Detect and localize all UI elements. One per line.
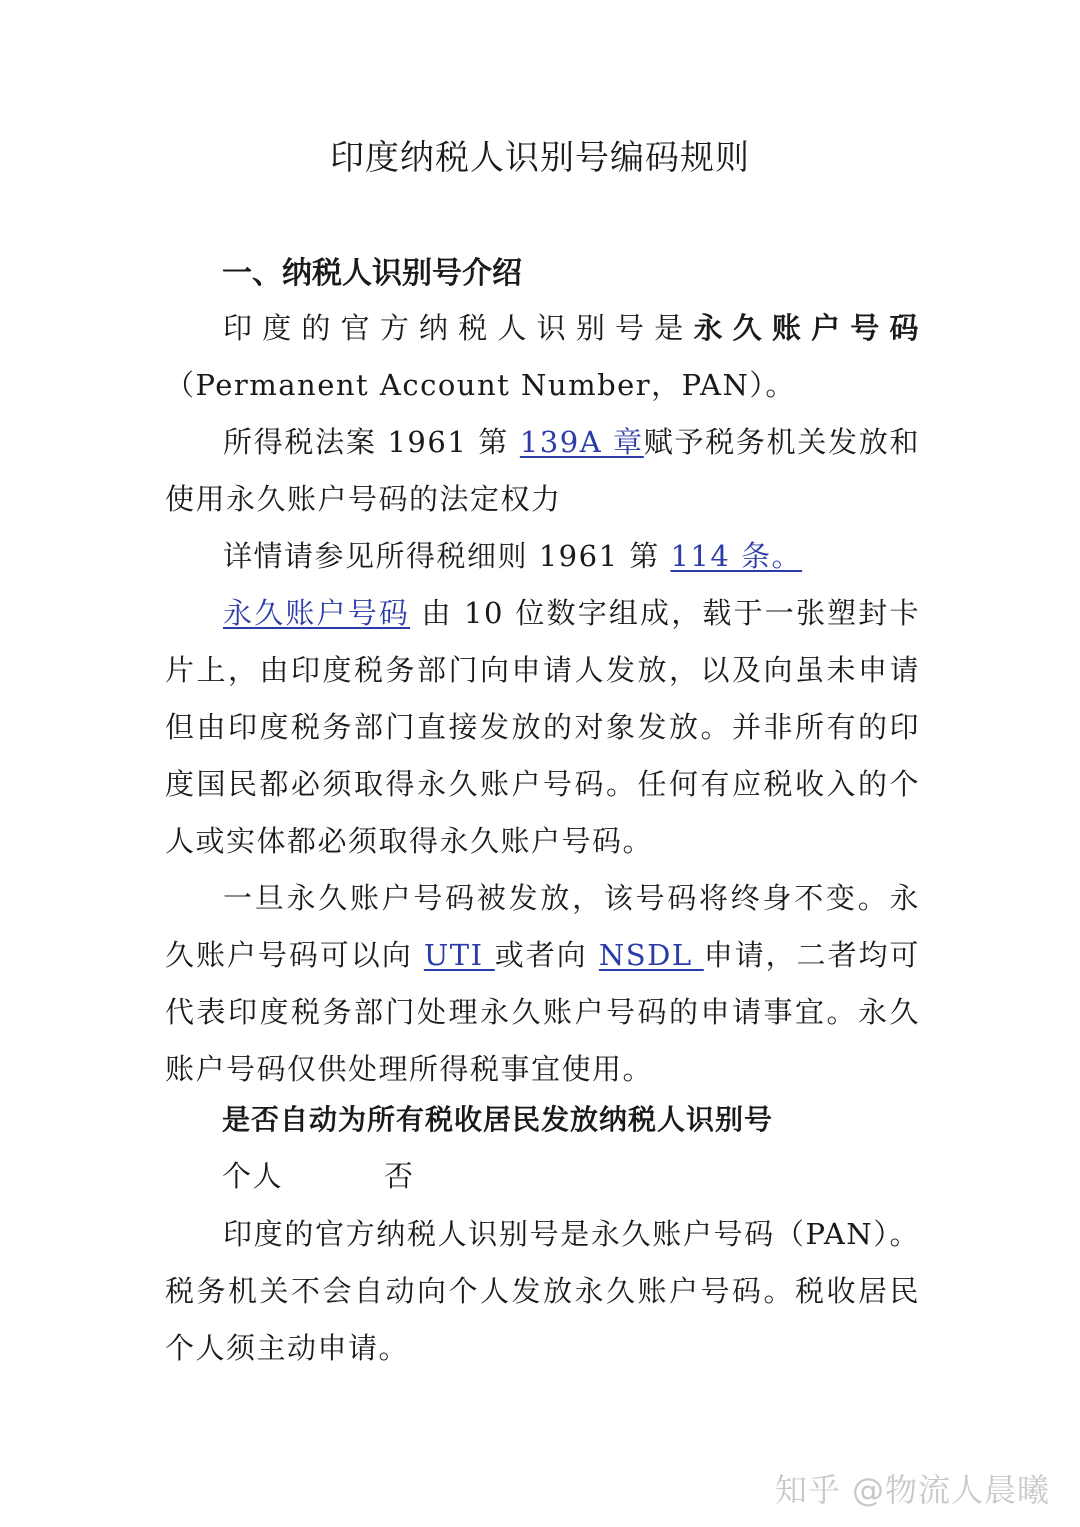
link-pan[interactable]: 永久账户号码 [223,596,411,630]
p1-prefix: 印度的官方纳税人识别号是 [223,311,694,345]
qa-answer: 否 [384,1159,415,1193]
link-rule-114[interactable]: 114 条。 [670,539,803,573]
p1-suffix: （Permanent Account Number，PAN）。 [165,368,796,402]
section-heading: 一、纳税人识别号介绍 [222,256,522,291]
p5-suffix: 申请，二者均可代表印度税务部门处理永久账户号码的申请事宜。永久账户号码仅供处理所得税事宜使用。 [165,938,921,1086]
qa-row-individual [222,1156,415,1196]
p3-prefix: 详情请参见所得税细则 1961 第 [223,539,671,573]
qa-label: 个人 [222,1159,284,1193]
paragraph-legal-basis [165,414,920,528]
paragraph-pan-description [165,585,920,870]
link-uti[interactable]: UTI [423,938,495,972]
p4-suffix: 由 10 位数字组成，载于一张塑封卡片上，由印度税务部门向申请人发放，以及向虽未申请但由印度税务部门直接发放的对象发放。并非所有的印度国民都必须取得永久账户号码。任何有应税收入的个人或实体都必须取得永久账户号码。 [165,596,920,858]
link-nsdl[interactable]: NSDL [598,938,704,972]
p5-prefix: 一旦永久账户号码被发放，该号码将终身不变。永久账户号码可以向 [165,881,920,972]
paragraph-individual-application: 印度的官方纳税人识别号是永久账户号码（PAN）。税务机关不会自动向个人发放永久账户号码。税收居民个人须主动申请。 [165,1217,920,1365]
p2-suffix: 赋予税务机关发放和使用永久账户号码的法定权力 [165,425,920,516]
paragraph-pan-issuance [165,870,920,1098]
paragraph-pan-intro [165,300,920,414]
p5-middle: 或者向 [494,938,599,972]
p2-prefix: 所得税法案 1961 第 [223,425,520,459]
watermark: 知乎 @物流人晨曦 [774,1471,1050,1509]
document-title: 印度纳税人识别号编码规则 [330,138,750,178]
p1-bold-term: 永久账户号码 [693,311,920,345]
link-chapter-139a[interactable]: 139A 章 [519,425,644,459]
auto-issue-heading: 是否自动为所有税收居民发放纳税人识别号 [222,1103,774,1136]
paragraph-details [165,528,920,585]
